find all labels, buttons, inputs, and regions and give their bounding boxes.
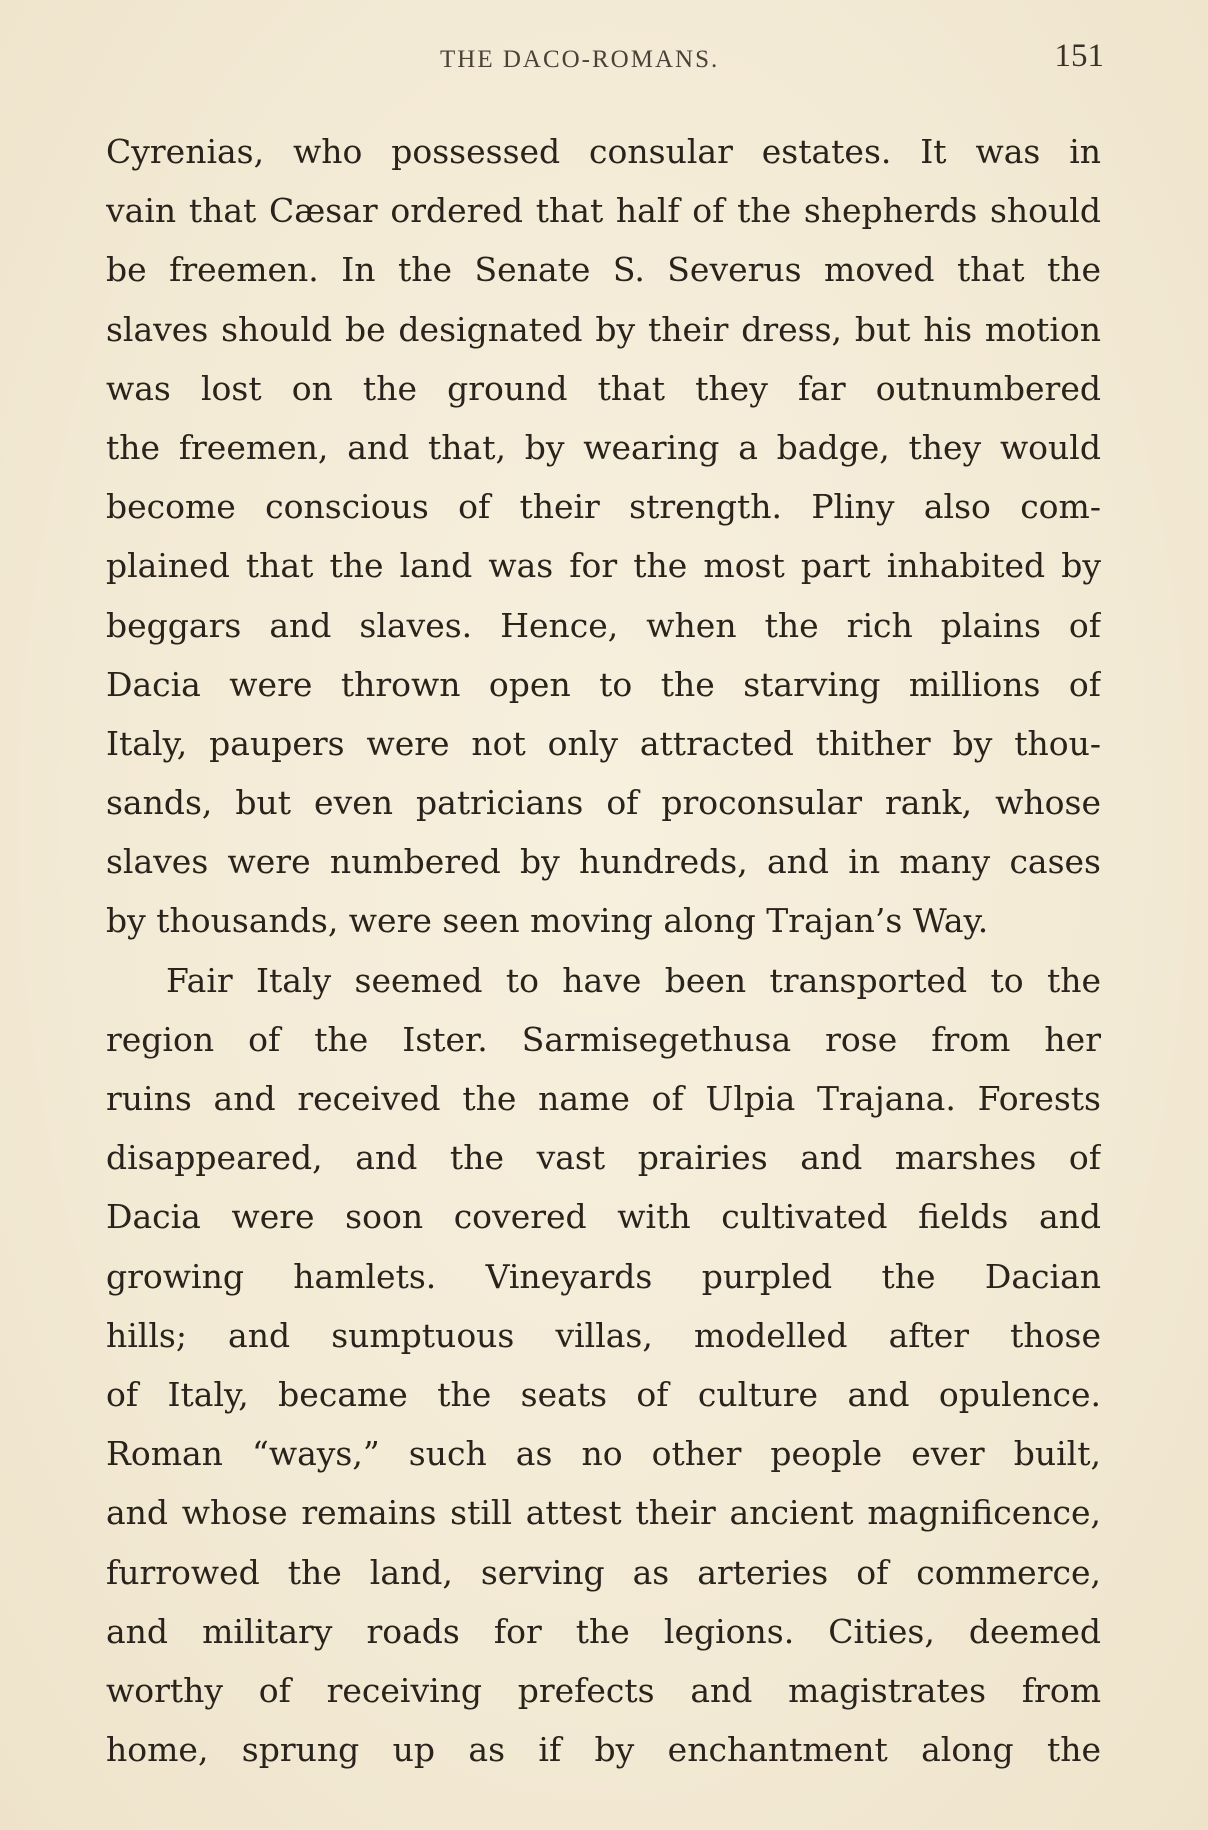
running-head (0, 38, 1208, 78)
text-line: hills; and sumptuous villas, modelled after those (106, 1315, 1101, 1355)
text-line: disappeared, and the vast prairies and marshes of (106, 1138, 1101, 1178)
text-line: was lost on the ground that they far outnumbered (106, 368, 1101, 408)
paragraph-2 (106, 951, 1101, 1780)
text-line: by thousands, were seen moving along Trajan’s Way. (106, 901, 989, 941)
text-line: Dacia were soon covered with cultivated fields and (106, 1197, 1101, 1237)
text-line: furrowed the land, serving as arteries of commerce, (106, 1552, 1101, 1592)
text-line: worthy of receiving prefects and magistrates from (106, 1670, 1101, 1710)
text-line: plained that the land was for the most part inhabited by (106, 546, 1101, 586)
text-line: and military roads for the legions. Cities, deemed (106, 1611, 1101, 1651)
text-line: vain that Cæsar ordered that half of the shepherds should (106, 191, 1101, 231)
text-line: the freemen, and that, by wearing a badge, they would (106, 427, 1101, 467)
text-line: of Italy, became the seats of culture and opulence. (106, 1374, 1101, 1414)
text-line: Italy, paupers were not only attracted thither by thou- (106, 723, 1101, 763)
text-line: sands, but even patricians of proconsular rank, whose (106, 783, 1101, 823)
text-line: home, sprung up as if by enchantment along the (106, 1730, 1101, 1770)
body-text (106, 122, 1101, 1779)
paragraph-1 (106, 122, 1101, 951)
text-line: and whose remains still attest their ancient magnificence, (106, 1493, 1101, 1533)
text-line: growing hamlets. Vineyards purpled the Dacian (106, 1256, 1101, 1296)
text-line: be freemen. In the Senate S. Severus moved that the (106, 250, 1101, 290)
page-number: 151 (1054, 38, 1104, 74)
text-line: become conscious of their strength. Pliny also com- (106, 487, 1101, 527)
text-line: slaves were numbered by hundreds, and in many cases (106, 842, 1101, 882)
text-line: ruins and received the name of Ulpia Trajana. Forests (106, 1079, 1101, 1118)
text-line: Fair Italy seemed to have been transported to the (166, 960, 1101, 1000)
text-line: Roman “ways,” such as no other people ever built, (106, 1434, 1101, 1474)
text-line: Cyrenias, who possessed consular estates. It was in (106, 132, 1101, 171)
text-line: beggars and slaves. Hence, when the rich plains of (106, 605, 1101, 645)
running-title: THE DACO-ROMANS. (440, 46, 720, 73)
text-line: Dacia were thrown open to the starving millions of (106, 664, 1101, 704)
text-line: slaves should be designated by their dress, but his motion (106, 309, 1101, 349)
text-line: region of the Ister. Sarmisegethusa rose from her (106, 1019, 1101, 1059)
